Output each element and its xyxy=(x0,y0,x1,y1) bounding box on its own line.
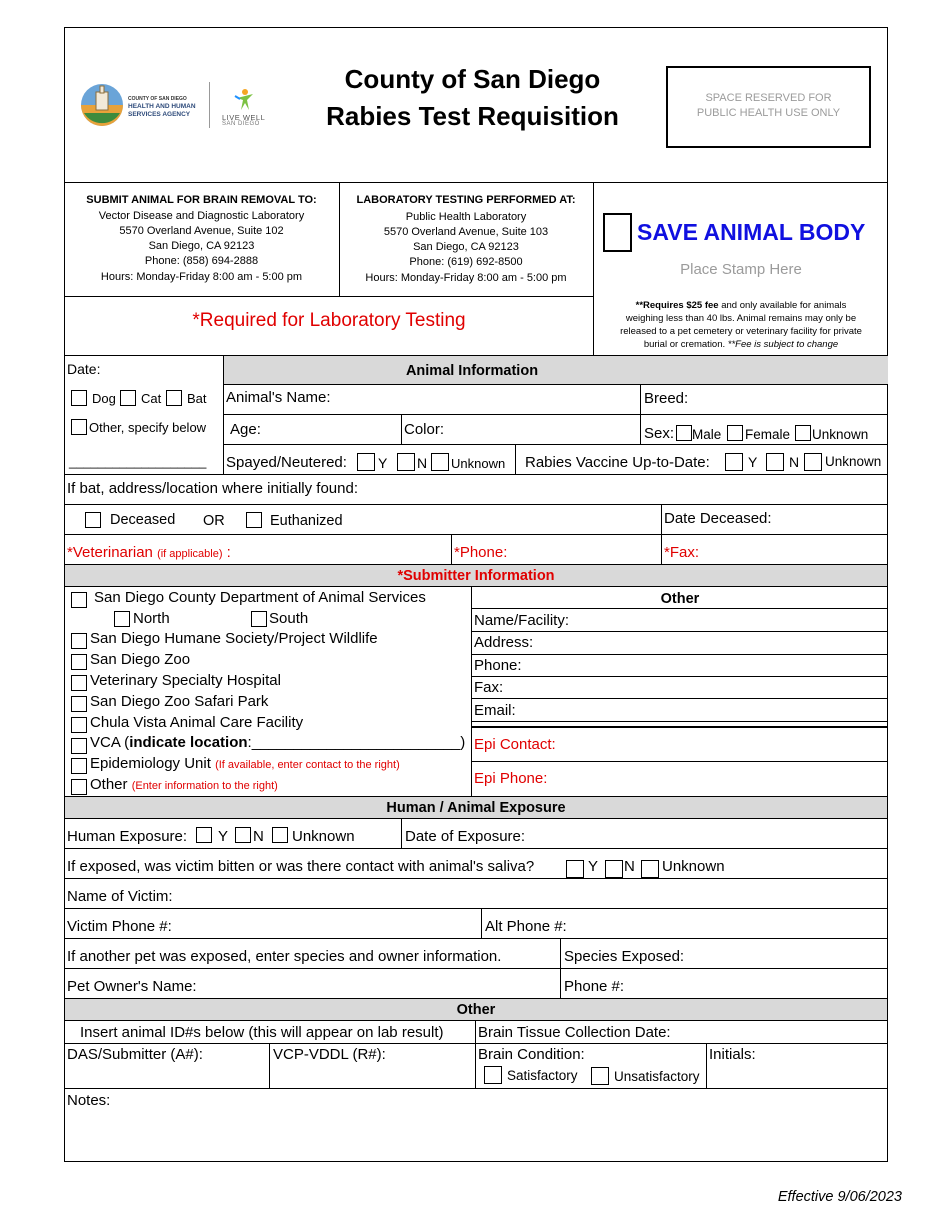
submit-line-1: Vector Disease and Diagnostic Laboratory xyxy=(98,210,305,222)
color-label: Color: xyxy=(404,421,445,438)
safari-park-label: San Diego Zoo Safari Park xyxy=(90,693,269,710)
other-species-label: Other, specify below xyxy=(89,420,207,435)
bat-location-label: If bat, address/location where initially found: xyxy=(67,480,358,497)
sex-male-checkbox[interactable] xyxy=(676,425,692,441)
page-title-line2: Rabies Test Requisition xyxy=(326,101,619,131)
pet-owner-name-label: Pet Owner's Name: xyxy=(67,978,197,995)
bat-label: Bat xyxy=(187,391,207,406)
euthanized-label: Euthanized xyxy=(270,513,343,529)
vaccine-yes-label: Y xyxy=(748,454,758,470)
submit-line-4: Phone: (858) 694-2888 xyxy=(144,255,259,267)
other-pet-label: If another pet was exposed, enter species and owner information. xyxy=(67,948,502,965)
pet-owner-phone-label: Phone #: xyxy=(564,978,625,995)
sex-unknown-label: Unknown xyxy=(812,427,869,442)
page-title-line1: County of San Diego xyxy=(344,64,601,94)
vsh-label: Veterinary Specialty Hospital xyxy=(90,672,281,689)
livewell-logo xyxy=(233,88,257,112)
sex-female-label: Female xyxy=(745,427,791,442)
vaccine-unknown-checkbox[interactable] xyxy=(804,453,822,471)
das-submitter-label: DAS/Submitter (A#): xyxy=(67,1046,203,1063)
date-deceased-label: Date Deceased: xyxy=(664,510,772,527)
dog-checkbox[interactable] xyxy=(71,390,87,406)
submitter-title: *Submitter Information xyxy=(397,568,555,584)
spayed-no-label: N xyxy=(417,455,428,471)
spayed-label: Spayed/Neutered: xyxy=(226,454,347,471)
reserved-text-2: PUBLIC HEALTH USE ONLY xyxy=(696,107,841,119)
sex-female-checkbox[interactable] xyxy=(727,425,743,441)
date-label: Date: xyxy=(67,361,101,377)
bitten-yes-label: Y xyxy=(588,858,599,875)
human-no-label: N xyxy=(253,828,264,845)
bitten-question: If exposed, was victim bitten or was there contact with animal's saliva? xyxy=(67,858,535,875)
south-label: South xyxy=(269,610,309,627)
north-checkbox[interactable] xyxy=(114,611,130,627)
logo-divider xyxy=(209,82,210,128)
vaccine-label: Rabies Vaccine Up-to-Date: xyxy=(525,454,710,471)
epi-unit-label xyxy=(90,755,400,774)
submit-line-2: 5570 Overland Avenue, Suite 102 xyxy=(119,225,284,237)
vca-prefix: VCA ( xyxy=(90,734,130,751)
bitten-no-label: N xyxy=(624,858,635,875)
other-species-checkbox[interactable] xyxy=(71,419,87,435)
other-name-facility: Name/Facility: xyxy=(474,612,570,629)
vet-phone-label: *Phone: xyxy=(454,544,508,561)
brain-date-label: Brain Tissue Collection Date: xyxy=(478,1024,671,1041)
epi-contact-label: Epi Contact: xyxy=(474,736,556,753)
human-yes-label: Y xyxy=(218,828,229,845)
note4-plain: burial or cremation. xyxy=(643,339,726,350)
breed-label: Breed: xyxy=(644,390,689,407)
spayed-unknown-checkbox[interactable] xyxy=(431,453,449,471)
save-body-note-1 xyxy=(594,299,888,312)
other-title: Other xyxy=(660,591,700,607)
animal-name-label: Animal's Name: xyxy=(226,389,331,406)
zoo-label: San Diego Zoo xyxy=(90,651,191,668)
required-note: *Required for Laboratory Testing xyxy=(192,310,466,331)
victim-phone-label: Victim Phone #: xyxy=(67,918,172,935)
dog-label: Dog xyxy=(92,391,116,406)
human-no-checkbox[interactable] xyxy=(235,827,251,843)
alt-phone-label: Alt Phone #: xyxy=(485,918,567,935)
save-body-checkbox[interactable] xyxy=(603,213,632,252)
chula-vista-label: Chula Vista Animal Care Facility xyxy=(90,714,304,731)
notes-label: Notes: xyxy=(67,1092,111,1109)
humane-society-label: San Diego Humane Society/Project Wildlife xyxy=(90,630,378,647)
vet-label-text: *Veterinarian xyxy=(67,544,153,561)
vca-suffix: :_________________________) xyxy=(247,734,466,751)
deceased-label: Deceased xyxy=(110,512,176,528)
other-phone: Phone: xyxy=(474,657,522,674)
note4-italic: **Fee is subject to change xyxy=(727,339,839,350)
insert-ids-label: Insert animal ID#s below (this will appear on lab result) xyxy=(80,1024,444,1041)
stamp-placeholder: Place Stamp Here xyxy=(680,261,802,278)
exposure-title: Human / Animal Exposure xyxy=(386,800,566,816)
livewell-text-1: LIVE WELL xyxy=(222,113,266,122)
lab-line-5: Hours: Monday-Friday 8:00 am - 5:00 pm xyxy=(365,272,567,284)
vet-fax-label: *Fax: xyxy=(664,544,700,561)
epi-unit-note: (If available, enter contact to the right) xyxy=(215,759,400,771)
safari-park-checkbox[interactable] xyxy=(71,696,87,712)
cat-checkbox[interactable] xyxy=(120,390,136,406)
humane-society-checkbox[interactable] xyxy=(71,633,87,649)
vet-label xyxy=(67,544,231,563)
other-submitter-text: Other xyxy=(90,776,128,793)
reserved-text-1: SPACE RESERVED FOR xyxy=(705,92,832,104)
submit-heading: SUBMIT ANIMAL FOR BRAIN REMOVAL TO: xyxy=(86,194,317,206)
das-label: San Diego County Department of Animal Services xyxy=(94,589,426,606)
other-submitter-note: (Enter information to the right) xyxy=(131,780,278,792)
victim-name-label: Name of Victim: xyxy=(67,888,173,905)
save-body-note-4 xyxy=(594,338,888,351)
human-unknown-checkbox[interactable] xyxy=(272,827,288,843)
bitten-unknown-checkbox[interactable] xyxy=(641,860,659,878)
save-body-label: SAVE ANIMAL BODY xyxy=(637,219,866,245)
other-species-blank[interactable]: ___________________ xyxy=(69,454,207,469)
species-exposed-label: Species Exposed: xyxy=(564,948,685,965)
vcp-label: VCP-VDDL (R#): xyxy=(273,1046,386,1063)
vca-label xyxy=(90,734,465,752)
bitten-yes-checkbox[interactable] xyxy=(566,860,584,878)
save-body-note-3: released to a pet cemetery or veterinary facility for private xyxy=(620,326,862,337)
sex-male-label: Male xyxy=(692,427,722,442)
other-fax: Fax: xyxy=(474,679,504,696)
other-submitter-label xyxy=(90,776,278,795)
epi-phone-label: Epi Phone: xyxy=(474,770,548,787)
lab-line-1: Public Health Laboratory xyxy=(405,211,527,223)
spayed-unknown-label: Unknown xyxy=(451,456,506,471)
vaccine-no-label: N xyxy=(789,454,800,470)
date-of-exposure-label: Date of Exposure: xyxy=(405,828,526,845)
logo-agency-text-3: SERVICES AGENCY xyxy=(128,111,191,118)
bat-checkbox[interactable] xyxy=(166,390,182,406)
das-checkbox[interactable] xyxy=(71,592,87,608)
vet-note: (if applicable) xyxy=(157,548,223,560)
sex-unknown-checkbox[interactable] xyxy=(795,425,811,441)
vca-bold: indicate location xyxy=(129,734,248,751)
lab-line-4: Phone: (619) 692-8500 xyxy=(409,256,523,268)
satisfactory-label: Satisfactory xyxy=(507,1068,578,1083)
brain-condition-label: Brain Condition: xyxy=(478,1046,585,1063)
lab-heading: LABORATORY TESTING PERFORMED AT: xyxy=(356,194,576,206)
vaccine-yes-checkbox[interactable] xyxy=(725,453,743,471)
other-section-title: Other xyxy=(456,1002,496,1018)
euthanized-checkbox[interactable] xyxy=(246,512,262,528)
spayed-yes-checkbox[interactable] xyxy=(357,453,375,471)
vca-checkbox[interactable] xyxy=(71,738,87,754)
zoo-checkbox[interactable] xyxy=(71,654,87,670)
submit-line-3: San Diego, CA 92123 xyxy=(148,240,255,252)
age-label: Age: xyxy=(230,421,261,438)
south-checkbox[interactable] xyxy=(251,611,267,627)
spayed-yes-label: Y xyxy=(378,455,388,471)
epi-unit-checkbox[interactable] xyxy=(71,758,87,774)
human-exposure-label: Human Exposure: xyxy=(67,828,188,845)
effective-date: Effective 9/06/2023 xyxy=(777,1189,902,1205)
vet-colon: : xyxy=(226,544,231,561)
human-yes-checkbox[interactable] xyxy=(196,827,212,843)
logo-agency-text-2: HEALTH AND HUMAN xyxy=(128,103,196,110)
lab-line-3: San Diego, CA 92123 xyxy=(413,241,519,253)
other-submitter-checkbox[interactable] xyxy=(71,779,87,795)
fee-rest: and only available for animals xyxy=(721,300,847,311)
save-body-note-2: weighing less than 40 lbs. Animal remains may only be xyxy=(625,313,857,324)
livewell-text-2: SAN DIEGO xyxy=(222,121,260,127)
cat-label: Cat xyxy=(141,391,162,406)
other-email: Email: xyxy=(474,702,516,719)
bitten-unknown-label: Unknown xyxy=(662,858,725,875)
bitten-no-checkbox[interactable] xyxy=(605,860,623,878)
logo-agency-text-1: COUNTY OF SAN DIEGO xyxy=(128,96,187,102)
spayed-no-checkbox[interactable] xyxy=(397,453,415,471)
vsh-checkbox[interactable] xyxy=(71,675,87,691)
other-address: Address: xyxy=(474,634,534,651)
or-label: OR xyxy=(203,513,225,529)
fee-bold: **Requires $25 fee xyxy=(635,300,719,311)
animal-info-title: Animal Information xyxy=(405,363,539,379)
sex-label: Sex: xyxy=(644,425,675,442)
chula-vista-checkbox[interactable] xyxy=(71,717,87,733)
initials-label: Initials: xyxy=(709,1046,756,1063)
north-label: North xyxy=(133,610,170,627)
vaccine-unknown-label: Unknown xyxy=(825,454,882,469)
submit-line-5: Hours: Monday-Friday 8:00 am - 5:00 pm xyxy=(100,271,303,283)
satisfactory-checkbox[interactable] xyxy=(484,1066,502,1084)
deceased-checkbox[interactable] xyxy=(85,512,101,528)
unsatisfactory-checkbox[interactable] xyxy=(591,1067,609,1085)
epi-unit-text: Epidemiology Unit xyxy=(90,755,211,772)
county-logo xyxy=(80,80,124,130)
lab-line-2: 5570 Overland Avenue, Suite 103 xyxy=(383,226,549,238)
vaccine-no-checkbox[interactable] xyxy=(766,453,784,471)
human-unknown-label: Unknown xyxy=(292,828,355,845)
unsatisfactory-label: Unsatisfactory xyxy=(614,1069,700,1084)
